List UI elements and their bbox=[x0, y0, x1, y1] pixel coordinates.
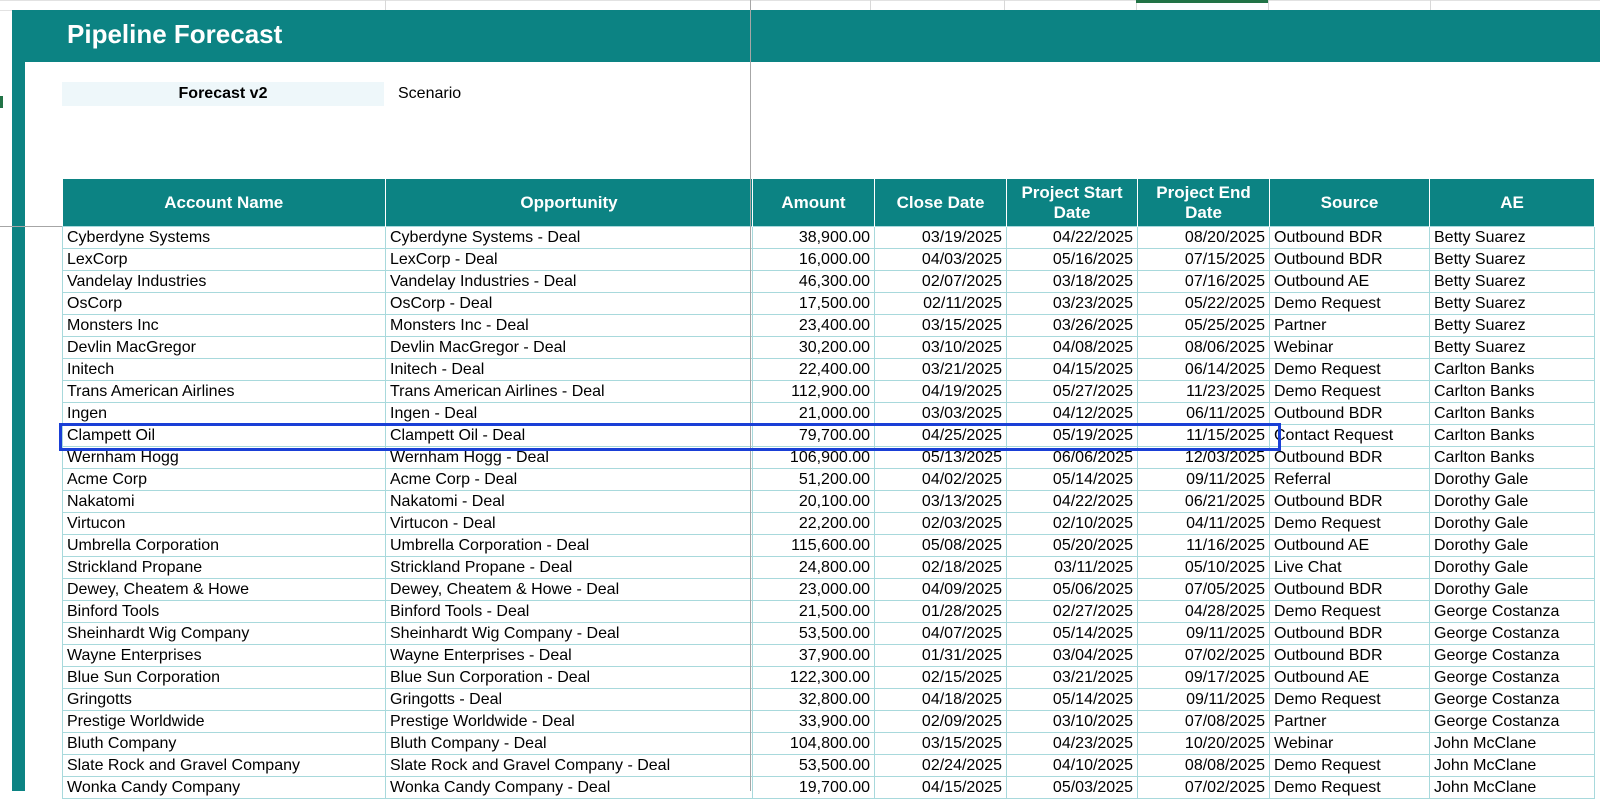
freeze-pane-vertical bbox=[750, 0, 751, 791]
cell-project-start-date[interactable]: 02/27/2025 bbox=[1007, 601, 1138, 623]
table-row bbox=[63, 755, 1595, 777]
cell-project-start-date[interactable]: 05/14/2025 bbox=[1007, 469, 1138, 491]
cell-ae[interactable]: Betty Suarez bbox=[1430, 315, 1595, 337]
cell-ae[interactable]: Dorothy Gale bbox=[1430, 491, 1595, 513]
cell-source[interactable]: Demo Request bbox=[1270, 689, 1430, 711]
cell-source[interactable]: Demo Request bbox=[1270, 513, 1430, 535]
cell-close-date[interactable]: 01/28/2025 bbox=[875, 601, 1007, 623]
cell-amount[interactable]: 112,900.00 bbox=[753, 381, 875, 403]
cell-project-end-date[interactable]: 09/11/2025 bbox=[1138, 623, 1270, 645]
cell-source[interactable]: Demo Request bbox=[1270, 755, 1430, 777]
cell-close-date[interactable]: 04/15/2025 bbox=[875, 777, 1007, 799]
table-row bbox=[63, 381, 1595, 403]
cell-amount[interactable]: 53,500.00 bbox=[753, 623, 875, 645]
table-row bbox=[63, 733, 1595, 755]
cell-account-name[interactable]: LexCorp bbox=[63, 249, 386, 271]
cell-account-name[interactable]: Monsters Inc bbox=[63, 315, 386, 337]
cell-amount[interactable]: 32,800.00 bbox=[753, 689, 875, 711]
cell-opportunity[interactable]: Strickland Propane - Deal bbox=[386, 557, 753, 579]
cell-source[interactable]: Outbound BDR bbox=[1270, 491, 1430, 513]
cell-amount[interactable]: 33,900.00 bbox=[753, 711, 875, 733]
cell-amount[interactable]: 37,900.00 bbox=[753, 645, 875, 667]
cell-opportunity[interactable]: Wayne Enterprises - Deal bbox=[386, 645, 753, 667]
table-row bbox=[63, 469, 1595, 491]
cell-source[interactable]: Outbound AE bbox=[1270, 271, 1430, 293]
cell-opportunity[interactable]: Wonka Candy Company - Deal bbox=[386, 777, 753, 799]
cell-project-end-date[interactable]: 11/16/2025 bbox=[1138, 535, 1270, 557]
table-row bbox=[63, 271, 1595, 293]
table-row bbox=[63, 645, 1595, 667]
cell-project-start-date[interactable]: 02/10/2025 bbox=[1007, 513, 1138, 535]
cell-project-start-date[interactable]: 04/10/2025 bbox=[1007, 755, 1138, 777]
cell-account-name[interactable]: Cyberdyne Systems bbox=[63, 227, 386, 249]
cell-close-date[interactable]: 02/24/2025 bbox=[875, 755, 1007, 777]
cell-account-name[interactable]: Blue Sun Corporation bbox=[63, 667, 386, 689]
cell-source[interactable]: Outbound BDR bbox=[1270, 645, 1430, 667]
cell-project-end-date[interactable]: 08/06/2025 bbox=[1138, 337, 1270, 359]
cell-opportunity[interactable]: Slate Rock and Gravel Company - Deal bbox=[386, 755, 753, 777]
cell-project-end-date[interactable]: 05/25/2025 bbox=[1138, 315, 1270, 337]
column-selection-indicator bbox=[1136, 0, 1268, 3]
cell-close-date[interactable]: 02/07/2025 bbox=[875, 271, 1007, 293]
cell-close-date[interactable]: 02/03/2025 bbox=[875, 513, 1007, 535]
cell-ae[interactable]: Carlton Banks bbox=[1430, 425, 1595, 447]
cell-project-start-date[interactable]: 06/06/2025 bbox=[1007, 447, 1138, 469]
cell-close-date[interactable]: 05/13/2025 bbox=[875, 447, 1007, 469]
cell-amount[interactable]: 104,800.00 bbox=[753, 733, 875, 755]
cell-close-date[interactable]: 04/02/2025 bbox=[875, 469, 1007, 491]
cell-source[interactable]: Demo Request bbox=[1270, 601, 1430, 623]
cell-amount[interactable]: 22,400.00 bbox=[753, 359, 875, 381]
cell-project-end-date[interactable]: 08/08/2025 bbox=[1138, 755, 1270, 777]
table-row bbox=[63, 689, 1595, 711]
table-row bbox=[63, 777, 1595, 799]
cell-project-end-date[interactable]: 11/23/2025 bbox=[1138, 381, 1270, 403]
cell-opportunity[interactable]: Devlin MacGregor - Deal bbox=[386, 337, 753, 359]
table-row bbox=[63, 579, 1595, 601]
scenario-label-cell[interactable]: Forecast v2 bbox=[62, 82, 384, 106]
cell-project-start-date[interactable]: 03/11/2025 bbox=[1007, 557, 1138, 579]
side-accent-bar bbox=[12, 10, 25, 791]
cell-source[interactable]: Demo Request bbox=[1270, 381, 1430, 403]
cell-opportunity[interactable]: Initech - Deal bbox=[386, 359, 753, 381]
cell-project-start-date[interactable]: 05/19/2025 bbox=[1007, 425, 1138, 447]
cell-opportunity[interactable]: Sheinhardt Wig Company - Deal bbox=[386, 623, 753, 645]
cell-project-start-date[interactable]: 03/18/2025 bbox=[1007, 271, 1138, 293]
cell-project-start-date[interactable]: 05/16/2025 bbox=[1007, 249, 1138, 271]
cell-project-start-date[interactable]: 05/03/2025 bbox=[1007, 777, 1138, 799]
cell-close-date[interactable]: 04/25/2025 bbox=[875, 425, 1007, 447]
cell-project-start-date[interactable]: 04/15/2025 bbox=[1007, 359, 1138, 381]
cell-account-name[interactable]: Trans American Airlines bbox=[63, 381, 386, 403]
cell-close-date[interactable]: 03/21/2025 bbox=[875, 359, 1007, 381]
cell-opportunity[interactable]: Wernham Hogg - Deal bbox=[386, 447, 753, 469]
cell-source[interactable]: Referral bbox=[1270, 469, 1430, 491]
cell-amount[interactable]: 16,000.00 bbox=[753, 249, 875, 271]
cell-project-start-date[interactable]: 03/26/2025 bbox=[1007, 315, 1138, 337]
table-row bbox=[63, 403, 1595, 425]
cell-project-start-date[interactable]: 04/08/2025 bbox=[1007, 337, 1138, 359]
cell-account-name[interactable]: Acme Corp bbox=[63, 469, 386, 491]
cell-close-date[interactable]: 02/11/2025 bbox=[875, 293, 1007, 315]
cell-account-name[interactable]: Ingen bbox=[63, 403, 386, 425]
cell-opportunity[interactable]: Vandelay Industries - Deal bbox=[386, 271, 753, 293]
cell-account-name[interactable]: OsCorp bbox=[63, 293, 386, 315]
cell-source[interactable]: Outbound BDR bbox=[1270, 447, 1430, 469]
cell-project-end-date[interactable]: 07/15/2025 bbox=[1138, 249, 1270, 271]
cell-close-date[interactable]: 02/18/2025 bbox=[875, 557, 1007, 579]
cell-source[interactable]: Partner bbox=[1270, 711, 1430, 733]
cell-ae[interactable]: John McClane bbox=[1430, 733, 1595, 755]
cell-source[interactable]: Partner bbox=[1270, 315, 1430, 337]
cell-close-date[interactable]: 04/03/2025 bbox=[875, 249, 1007, 271]
cell-opportunity[interactable]: LexCorp - Deal bbox=[386, 249, 753, 271]
cell-ae[interactable]: John McClane bbox=[1430, 755, 1595, 777]
col-header-project-start-date[interactable]: Project Start Date bbox=[1007, 179, 1138, 227]
col-header-project-end-date[interactable]: Project End Date bbox=[1138, 179, 1270, 227]
cell-close-date[interactable]: 03/03/2025 bbox=[875, 403, 1007, 425]
scenario-value-cell[interactable]: Scenario bbox=[398, 85, 462, 102]
cell-amount[interactable]: 51,200.00 bbox=[753, 469, 875, 491]
table-row bbox=[63, 513, 1595, 535]
cell-account-name[interactable]: Binford Tools bbox=[63, 601, 386, 623]
cell-account-name[interactable]: Bluth Company bbox=[63, 733, 386, 755]
cell-project-end-date[interactable]: 05/10/2025 bbox=[1138, 557, 1270, 579]
cell-amount[interactable]: 22,200.00 bbox=[753, 513, 875, 535]
cell-account-name[interactable]: Wayne Enterprises bbox=[63, 645, 386, 667]
cell-opportunity[interactable]: Blue Sun Corporation - Deal bbox=[386, 667, 753, 689]
cell-source[interactable]: Demo Request bbox=[1270, 293, 1430, 315]
cell-ae[interactable]: Carlton Banks bbox=[1430, 447, 1595, 469]
cell-source[interactable]: Outbound BDR bbox=[1270, 403, 1430, 425]
cell-project-start-date[interactable]: 04/22/2025 bbox=[1007, 227, 1138, 249]
cell-account-name[interactable]: Gringotts bbox=[63, 689, 386, 711]
cell-close-date[interactable]: 03/13/2025 bbox=[875, 491, 1007, 513]
cell-source[interactable]: Demo Request bbox=[1270, 777, 1430, 799]
cell-close-date[interactable]: 04/09/2025 bbox=[875, 579, 1007, 601]
cell-project-start-date[interactable]: 05/06/2025 bbox=[1007, 579, 1138, 601]
cell-project-end-date[interactable]: 06/21/2025 bbox=[1138, 491, 1270, 513]
cell-amount[interactable]: 17,500.00 bbox=[753, 293, 875, 315]
cell-project-end-date[interactable]: 06/11/2025 bbox=[1138, 403, 1270, 425]
cell-amount[interactable]: 115,600.00 bbox=[753, 535, 875, 557]
cell-ae[interactable]: Betty Suarez bbox=[1430, 249, 1595, 271]
cell-close-date[interactable]: 04/19/2025 bbox=[875, 381, 1007, 403]
cell-project-end-date[interactable]: 04/11/2025 bbox=[1138, 513, 1270, 535]
cell-ae[interactable]: Betty Suarez bbox=[1430, 337, 1595, 359]
cell-ae[interactable]: Carlton Banks bbox=[1430, 403, 1595, 425]
cell-ae[interactable]: Betty Suarez bbox=[1430, 227, 1595, 249]
cell-amount[interactable]: 46,300.00 bbox=[753, 271, 875, 293]
cell-project-end-date[interactable]: 08/20/2025 bbox=[1138, 227, 1270, 249]
cell-source[interactable]: Outbound BDR bbox=[1270, 579, 1430, 601]
cell-project-end-date[interactable]: 07/16/2025 bbox=[1138, 271, 1270, 293]
table-row bbox=[63, 359, 1595, 381]
cell-opportunity[interactable]: Gringotts - Deal bbox=[386, 689, 753, 711]
cell-project-end-date[interactable]: 07/02/2025 bbox=[1138, 645, 1270, 667]
cell-account-name[interactable]: Initech bbox=[63, 359, 386, 381]
cell-project-end-date[interactable]: 09/11/2025 bbox=[1138, 469, 1270, 491]
table-row bbox=[63, 293, 1595, 315]
cell-opportunity[interactable]: OsCorp - Deal bbox=[386, 293, 753, 315]
cell-ae[interactable]: George Costanza bbox=[1430, 623, 1595, 645]
cell-opportunity[interactable]: Binford Tools - Deal bbox=[386, 601, 753, 623]
cell-account-name[interactable]: Wonka Candy Company bbox=[63, 777, 386, 799]
cell-ae[interactable]: George Costanza bbox=[1430, 667, 1595, 689]
cell-ae[interactable]: Betty Suarez bbox=[1430, 293, 1595, 315]
cell-project-start-date[interactable]: 05/27/2025 bbox=[1007, 381, 1138, 403]
cell-ae[interactable]: Carlton Banks bbox=[1430, 359, 1595, 381]
cell-opportunity[interactable]: Monsters Inc - Deal bbox=[386, 315, 753, 337]
cell-project-end-date[interactable]: 07/08/2025 bbox=[1138, 711, 1270, 733]
cell-project-end-date[interactable]: 10/20/2025 bbox=[1138, 733, 1270, 755]
cell-source[interactable]: Outbound AE bbox=[1270, 535, 1430, 557]
cell-close-date[interactable]: 03/10/2025 bbox=[875, 337, 1007, 359]
cell-close-date[interactable]: 04/18/2025 bbox=[875, 689, 1007, 711]
cell-project-end-date[interactable]: 07/02/2025 bbox=[1138, 777, 1270, 799]
cell-project-start-date[interactable]: 04/23/2025 bbox=[1007, 733, 1138, 755]
cell-source[interactable]: Demo Request bbox=[1270, 359, 1430, 381]
col-header-ae[interactable]: AE bbox=[1430, 179, 1595, 227]
cell-opportunity[interactable]: Ingen - Deal bbox=[386, 403, 753, 425]
cell-source[interactable]: Outbound AE bbox=[1270, 667, 1430, 689]
cell-ae[interactable]: Betty Suarez bbox=[1430, 271, 1595, 293]
cell-project-start-date[interactable]: 05/14/2025 bbox=[1007, 689, 1138, 711]
cell-opportunity[interactable]: Umbrella Corporation - Deal bbox=[386, 535, 753, 557]
cell-source[interactable]: Webinar bbox=[1270, 337, 1430, 359]
cell-source[interactable]: Outbound BDR bbox=[1270, 623, 1430, 645]
col-header-opportunity[interactable]: Opportunity bbox=[386, 179, 753, 227]
cell-project-start-date[interactable]: 05/14/2025 bbox=[1007, 623, 1138, 645]
col-header-amount[interactable]: Amount bbox=[753, 179, 875, 227]
table-row bbox=[63, 711, 1595, 733]
cell-project-end-date[interactable]: 09/11/2025 bbox=[1138, 689, 1270, 711]
cell-close-date[interactable]: 03/19/2025 bbox=[875, 227, 1007, 249]
cell-close-date[interactable]: 03/15/2025 bbox=[875, 315, 1007, 337]
cell-ae[interactable]: George Costanza bbox=[1430, 645, 1595, 667]
cell-project-end-date[interactable]: 09/17/2025 bbox=[1138, 667, 1270, 689]
cell-amount[interactable]: 23,400.00 bbox=[753, 315, 875, 337]
cell-project-start-date[interactable]: 04/22/2025 bbox=[1007, 491, 1138, 513]
cell-ae[interactable]: Dorothy Gale bbox=[1430, 535, 1595, 557]
cell-ae[interactable]: Dorothy Gale bbox=[1430, 579, 1595, 601]
cell-source[interactable]: Webinar bbox=[1270, 733, 1430, 755]
cell-source[interactable]: Outbound BDR bbox=[1270, 227, 1430, 249]
sheet-title[interactable]: Pipeline Forecast bbox=[67, 19, 283, 49]
cell-account-name[interactable]: Sheinhardt Wig Company bbox=[63, 623, 386, 645]
cell-ae[interactable]: Carlton Banks bbox=[1430, 381, 1595, 403]
cell-close-date[interactable]: 04/07/2025 bbox=[875, 623, 1007, 645]
cell-ae[interactable]: Dorothy Gale bbox=[1430, 513, 1595, 535]
cell-ae[interactable]: George Costanza bbox=[1430, 711, 1595, 733]
cell-opportunity[interactable]: Cyberdyne Systems - Deal bbox=[386, 227, 753, 249]
cell-opportunity[interactable]: Prestige Worldwide - Deal bbox=[386, 711, 753, 733]
cell-account-name[interactable]: Vandelay Industries bbox=[63, 271, 386, 293]
table-row bbox=[63, 227, 1595, 249]
cell-close-date[interactable]: 05/08/2025 bbox=[875, 535, 1007, 557]
cell-ae[interactable]: Dorothy Gale bbox=[1430, 469, 1595, 491]
cell-ae[interactable]: John McClane bbox=[1430, 777, 1595, 799]
cell-project-end-date[interactable]: 12/03/2025 bbox=[1138, 447, 1270, 469]
table-row bbox=[63, 557, 1595, 579]
cell-project-start-date[interactable]: 03/23/2025 bbox=[1007, 293, 1138, 315]
row-selection-indicator bbox=[0, 96, 3, 108]
cell-ae[interactable]: Dorothy Gale bbox=[1430, 557, 1595, 579]
cell-amount[interactable]: 30,200.00 bbox=[753, 337, 875, 359]
cell-opportunity[interactable]: Bluth Company - Deal bbox=[386, 733, 753, 755]
cell-project-start-date[interactable]: 04/12/2025 bbox=[1007, 403, 1138, 425]
cell-project-start-date[interactable]: 03/21/2025 bbox=[1007, 667, 1138, 689]
table-row bbox=[63, 491, 1595, 513]
cell-amount[interactable]: 106,900.00 bbox=[753, 447, 875, 469]
table-row bbox=[63, 667, 1595, 689]
col-header-close-date[interactable]: Close Date bbox=[875, 179, 1007, 227]
cell-opportunity[interactable]: Clampett Oil - Deal bbox=[386, 425, 753, 447]
cell-opportunity[interactable]: Nakatomi - Deal bbox=[386, 491, 753, 513]
cell-source[interactable]: Outbound BDR bbox=[1270, 249, 1430, 271]
header-row bbox=[63, 179, 1595, 227]
cell-amount[interactable]: 122,300.00 bbox=[753, 667, 875, 689]
cell-opportunity[interactable]: Virtucon - Deal bbox=[386, 513, 753, 535]
cell-project-end-date[interactable]: 05/22/2025 bbox=[1138, 293, 1270, 315]
table-row bbox=[63, 535, 1595, 557]
cell-close-date[interactable]: 03/15/2025 bbox=[875, 733, 1007, 755]
cell-close-date[interactable]: 02/15/2025 bbox=[875, 667, 1007, 689]
cell-project-end-date[interactable]: 11/15/2025 bbox=[1138, 425, 1270, 447]
cell-account-name[interactable]: Nakatomi bbox=[63, 491, 386, 513]
cell-account-name[interactable]: Clampett Oil bbox=[63, 425, 386, 447]
cell-amount[interactable]: 24,800.00 bbox=[753, 557, 875, 579]
cell-account-name[interactable]: Strickland Propane bbox=[63, 557, 386, 579]
cell-amount[interactable]: 19,700.00 bbox=[753, 777, 875, 799]
cell-source[interactable]: Contact Request bbox=[1270, 425, 1430, 447]
cell-ae[interactable]: George Costanza bbox=[1430, 601, 1595, 623]
table-row bbox=[63, 601, 1595, 623]
cell-opportunity[interactable]: Dewey, Cheatem & Howe - Deal bbox=[386, 579, 753, 601]
freeze-pane-horizontal bbox=[0, 226, 62, 227]
cell-project-start-date[interactable]: 03/04/2025 bbox=[1007, 645, 1138, 667]
cell-opportunity[interactable]: Trans American Airlines - Deal bbox=[386, 381, 753, 403]
cell-account-name[interactable]: Wernham Hogg bbox=[63, 447, 386, 469]
cell-ae[interactable]: George Costanza bbox=[1430, 689, 1595, 711]
cell-amount[interactable]: 53,500.00 bbox=[753, 755, 875, 777]
table-row bbox=[63, 315, 1595, 337]
cell-amount[interactable]: 21,500.00 bbox=[753, 601, 875, 623]
cell-amount[interactable]: 21,000.00 bbox=[753, 403, 875, 425]
cell-amount[interactable]: 23,000.00 bbox=[753, 579, 875, 601]
table-row bbox=[63, 249, 1595, 271]
cell-account-name[interactable]: Umbrella Corporation bbox=[63, 535, 386, 557]
table-row bbox=[63, 623, 1595, 645]
selected-row-highlight bbox=[59, 423, 1281, 451]
cell-account-name[interactable]: Prestige Worldwide bbox=[63, 711, 386, 733]
cell-account-name[interactable]: Dewey, Cheatem & Howe bbox=[63, 579, 386, 601]
cell-account-name[interactable]: Devlin MacGregor bbox=[63, 337, 386, 359]
pipeline-table bbox=[62, 179, 1595, 799]
cell-amount[interactable]: 38,900.00 bbox=[753, 227, 875, 249]
cell-project-end-date[interactable]: 06/14/2025 bbox=[1138, 359, 1270, 381]
cell-amount[interactable]: 20,100.00 bbox=[753, 491, 875, 513]
col-header-source[interactable]: Source bbox=[1270, 179, 1430, 227]
cell-project-end-date[interactable]: 04/28/2025 bbox=[1138, 601, 1270, 623]
table-body bbox=[63, 227, 1595, 799]
cell-project-end-date[interactable]: 07/05/2025 bbox=[1138, 579, 1270, 601]
cell-source[interactable]: Live Chat bbox=[1270, 557, 1430, 579]
cell-close-date[interactable]: 02/09/2025 bbox=[875, 711, 1007, 733]
cell-account-name[interactable]: Virtucon bbox=[63, 513, 386, 535]
cell-amount[interactable]: 79,700.00 bbox=[753, 425, 875, 447]
cell-close-date[interactable]: 01/31/2025 bbox=[875, 645, 1007, 667]
col-header-account-name[interactable]: Account Name bbox=[63, 179, 386, 227]
cell-project-start-date[interactable]: 05/20/2025 bbox=[1007, 535, 1138, 557]
cell-project-start-date[interactable]: 03/10/2025 bbox=[1007, 711, 1138, 733]
table-row bbox=[63, 337, 1595, 359]
cell-account-name[interactable]: Slate Rock and Gravel Company bbox=[63, 755, 386, 777]
cell-opportunity[interactable]: Acme Corp - Deal bbox=[386, 469, 753, 491]
